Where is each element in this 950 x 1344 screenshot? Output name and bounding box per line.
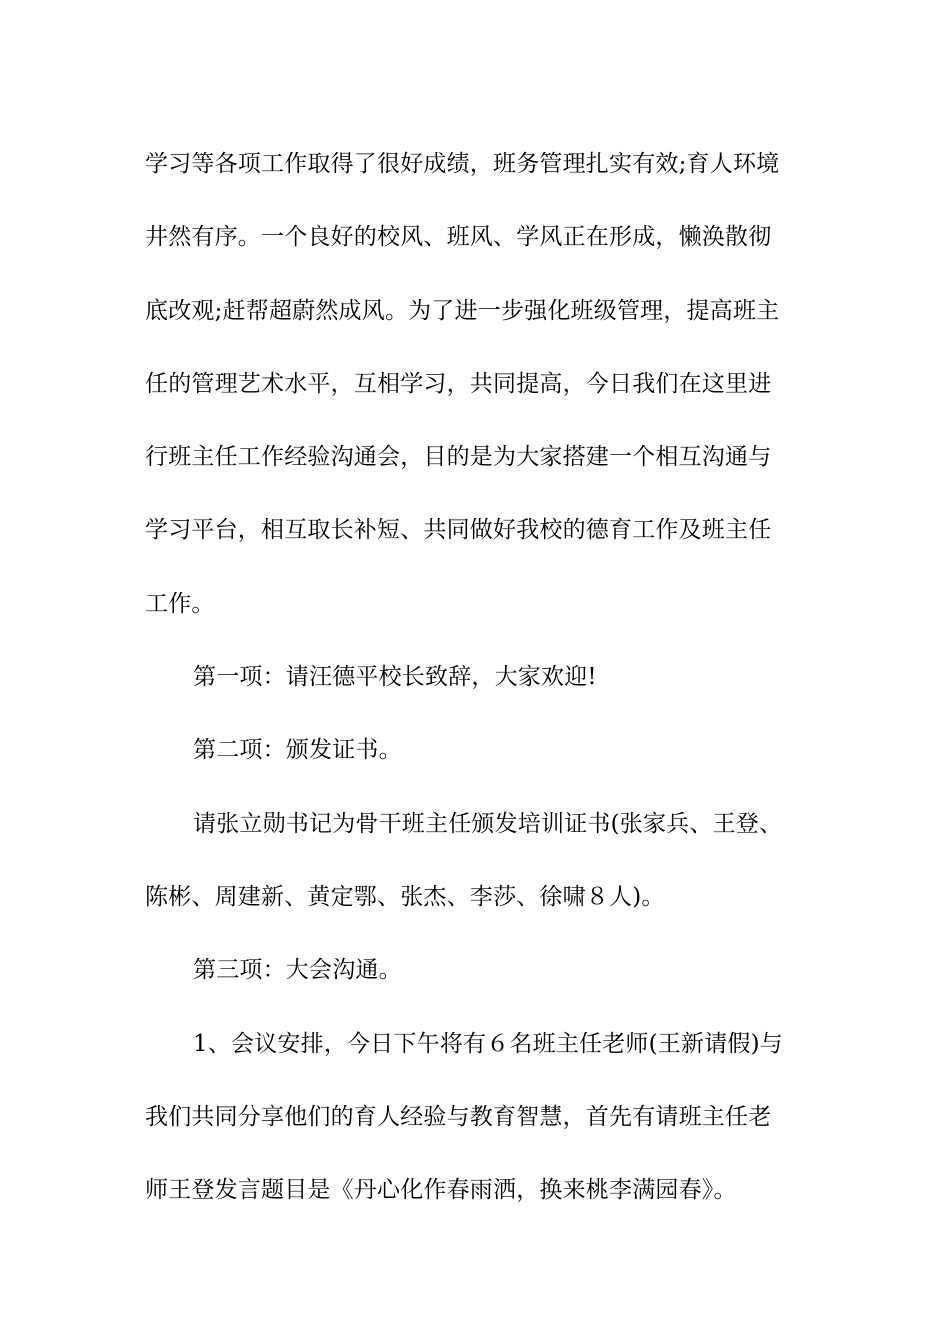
text-line: 工作。 — [145, 590, 215, 617]
text-line: 底改观;赶帮超蔚然成风。为了进一步强化班级管理，提高班主 — [145, 297, 780, 324]
agenda-item-1: 第一项：请汪德平校长致辞，大家欢迎! — [193, 664, 597, 691]
text-line: 学习平台，相互取长补短、共同做好我校的德育工作及班主任 — [145, 517, 772, 544]
text-line: 我们共同分享他们的育人经验与教育智慧，首先有请班主任老 — [145, 1103, 772, 1130]
text-line: 行班主任工作经验沟通会，目的是为大家搭建一个相互沟通与 — [145, 444, 772, 471]
agenda-item-3: 第三项：大会沟通。 — [193, 957, 402, 984]
text-line: 井然有序。一个良好的校风、班风、学风正在形成，懒涣散彻 — [145, 224, 772, 251]
text-line: 请张立勋书记为骨干班主任颁发培训证书(张家兵、王登、 — [193, 810, 783, 837]
text-line: 学习等各项工作取得了很好成绩，班务管理扎实有效;育人环境 — [145, 151, 780, 177]
agenda-item-2: 第二项：颁发证书。 — [193, 737, 402, 764]
text-line: 1、会议安排，今日下午将有６名班主任老师(王新请假)与 — [193, 1030, 783, 1057]
text-line: 任的管理艺术水平，互相学习，共同提高，今日我们在这里进 — [145, 370, 772, 397]
text-line: 师王登发言题目是《丹心化作春雨洒，换来桃李满园春》。 — [145, 1177, 737, 1204]
text-line: 陈彬、周建新、黄定鄂、张杰、李莎、徐啸８人)。 — [145, 883, 665, 910]
document-body — [145, 128, 810, 1227]
